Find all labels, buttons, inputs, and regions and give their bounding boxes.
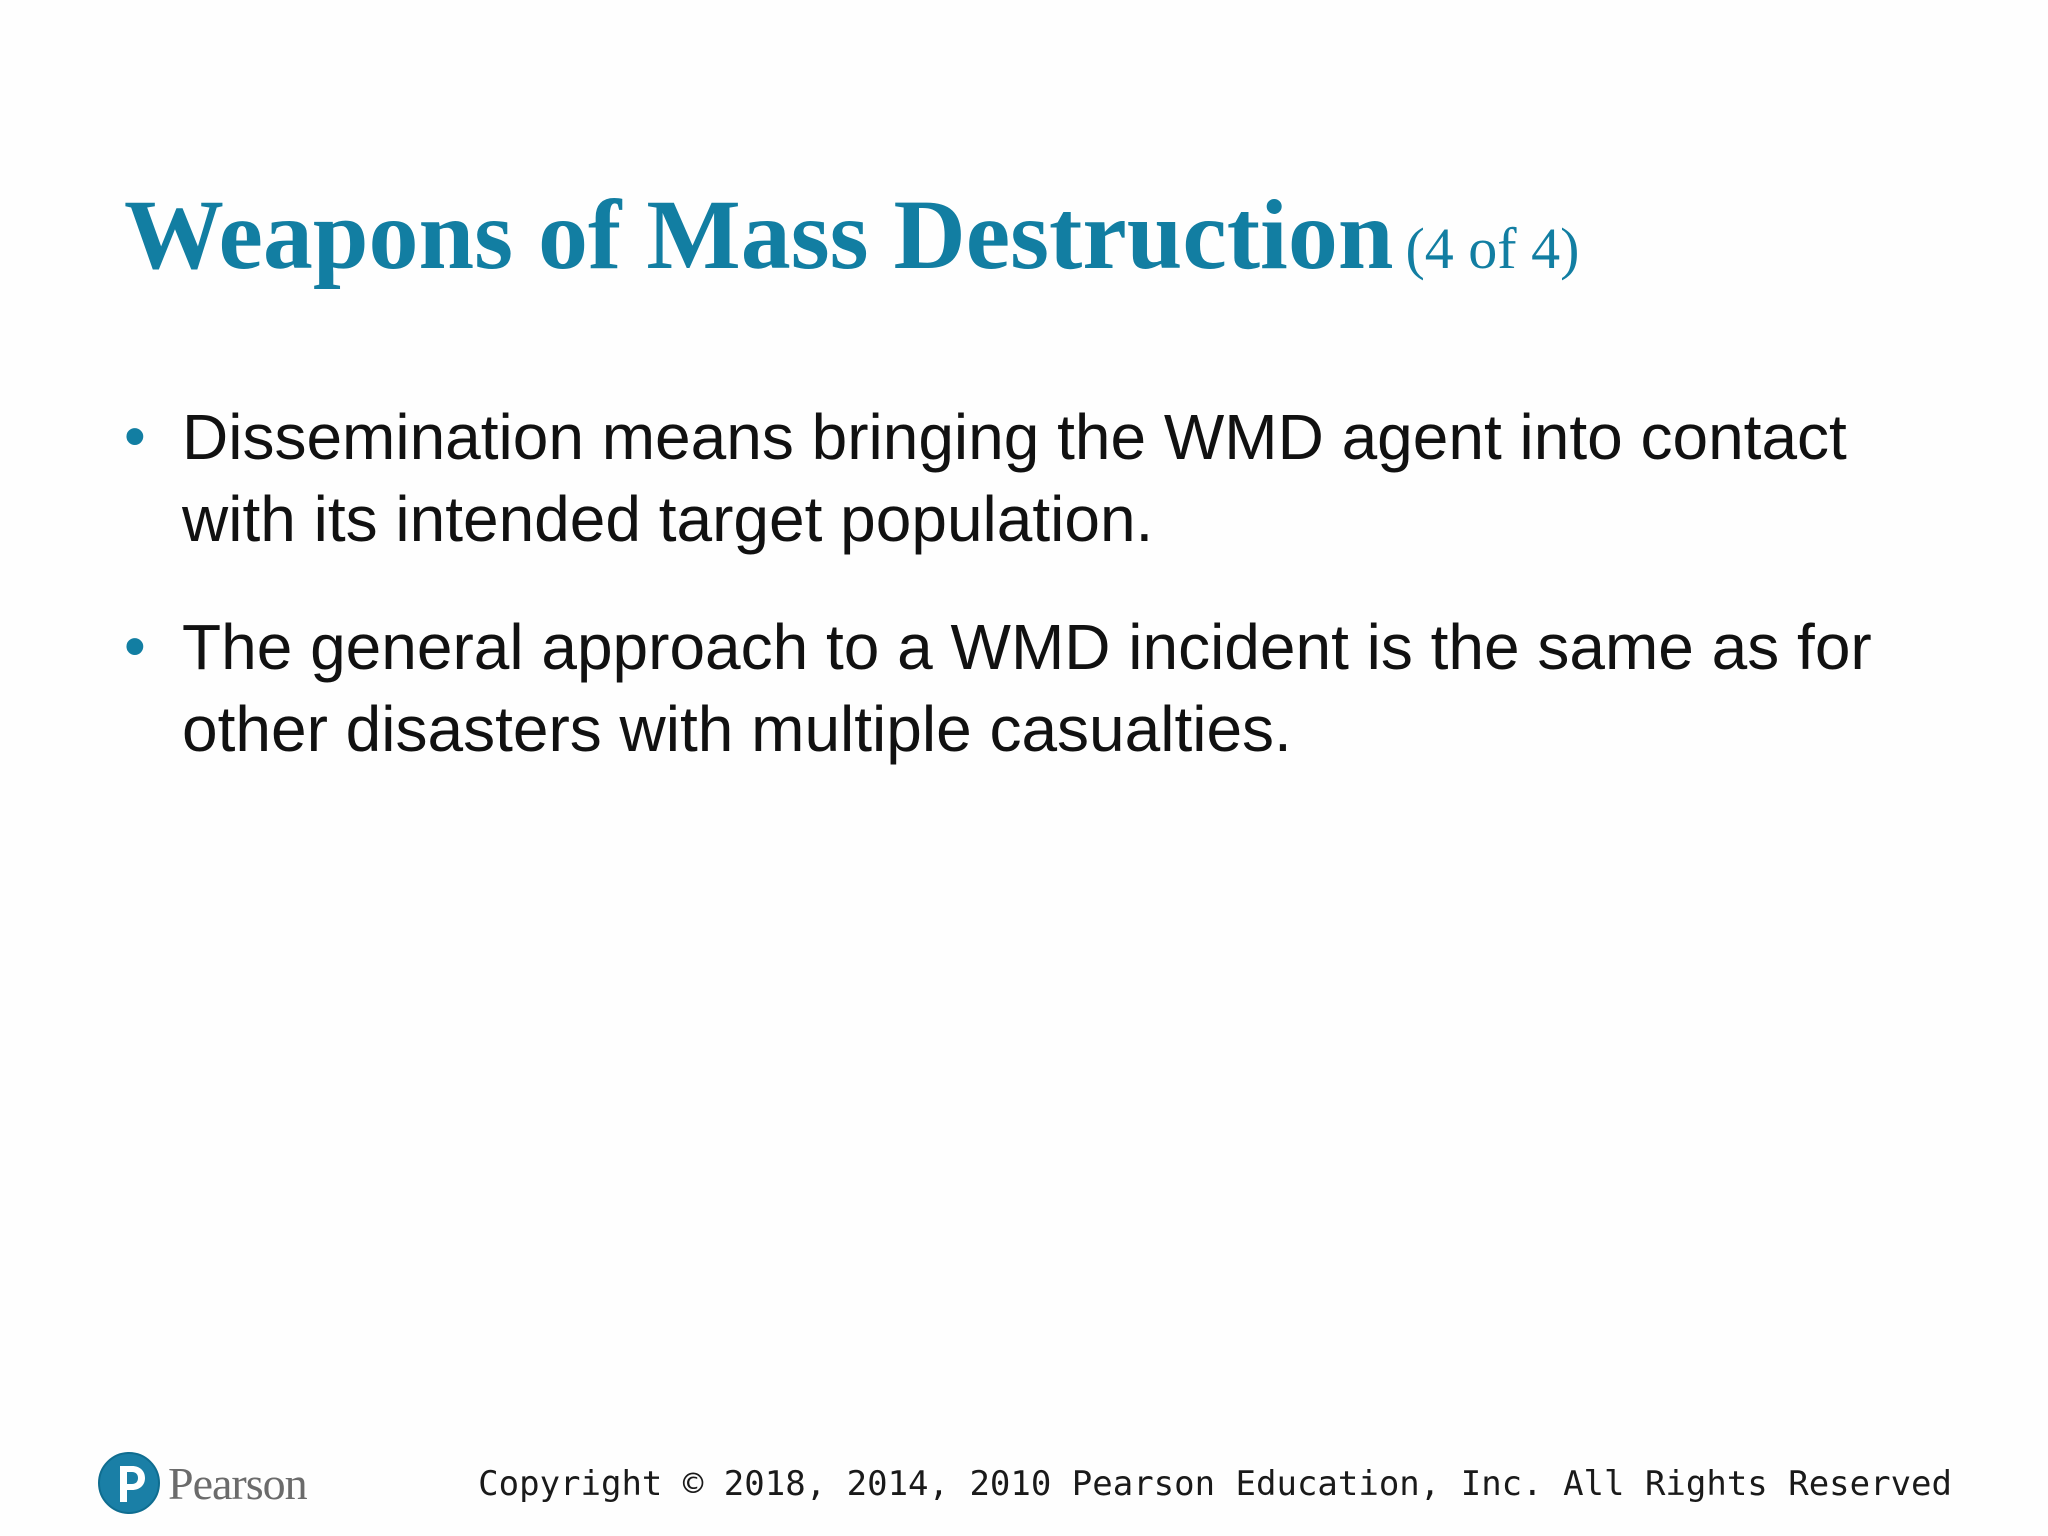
bullet-marker: • <box>124 612 146 681</box>
bullet-text: Dissemination means bringing the WMD agent into contact with its intended target population. <box>182 401 1847 555</box>
pearson-logo-text: Pearson <box>168 1457 307 1509</box>
bullet-text: The general approach to a WMD incident is the same as for other disasters with multiple casualties. <box>182 611 1872 765</box>
bullet-item <box>124 606 1944 770</box>
slide-title <box>124 180 1974 304</box>
bullet-list <box>124 396 1944 816</box>
bullet-item <box>124 396 1944 560</box>
bullet-marker: • <box>124 402 146 471</box>
copyright-notice: Copyright © 2018, 2014, 2010 Pearson Education, Inc. All Rights Reserved <box>478 1464 1952 1504</box>
pearson-logo <box>98 1448 307 1518</box>
pearson-p-logo-icon <box>98 1452 160 1514</box>
slide-title-text: Weapons of Mass Destruction <box>124 179 1394 290</box>
slide-title-count: (4 of 4) <box>1405 216 1580 281</box>
